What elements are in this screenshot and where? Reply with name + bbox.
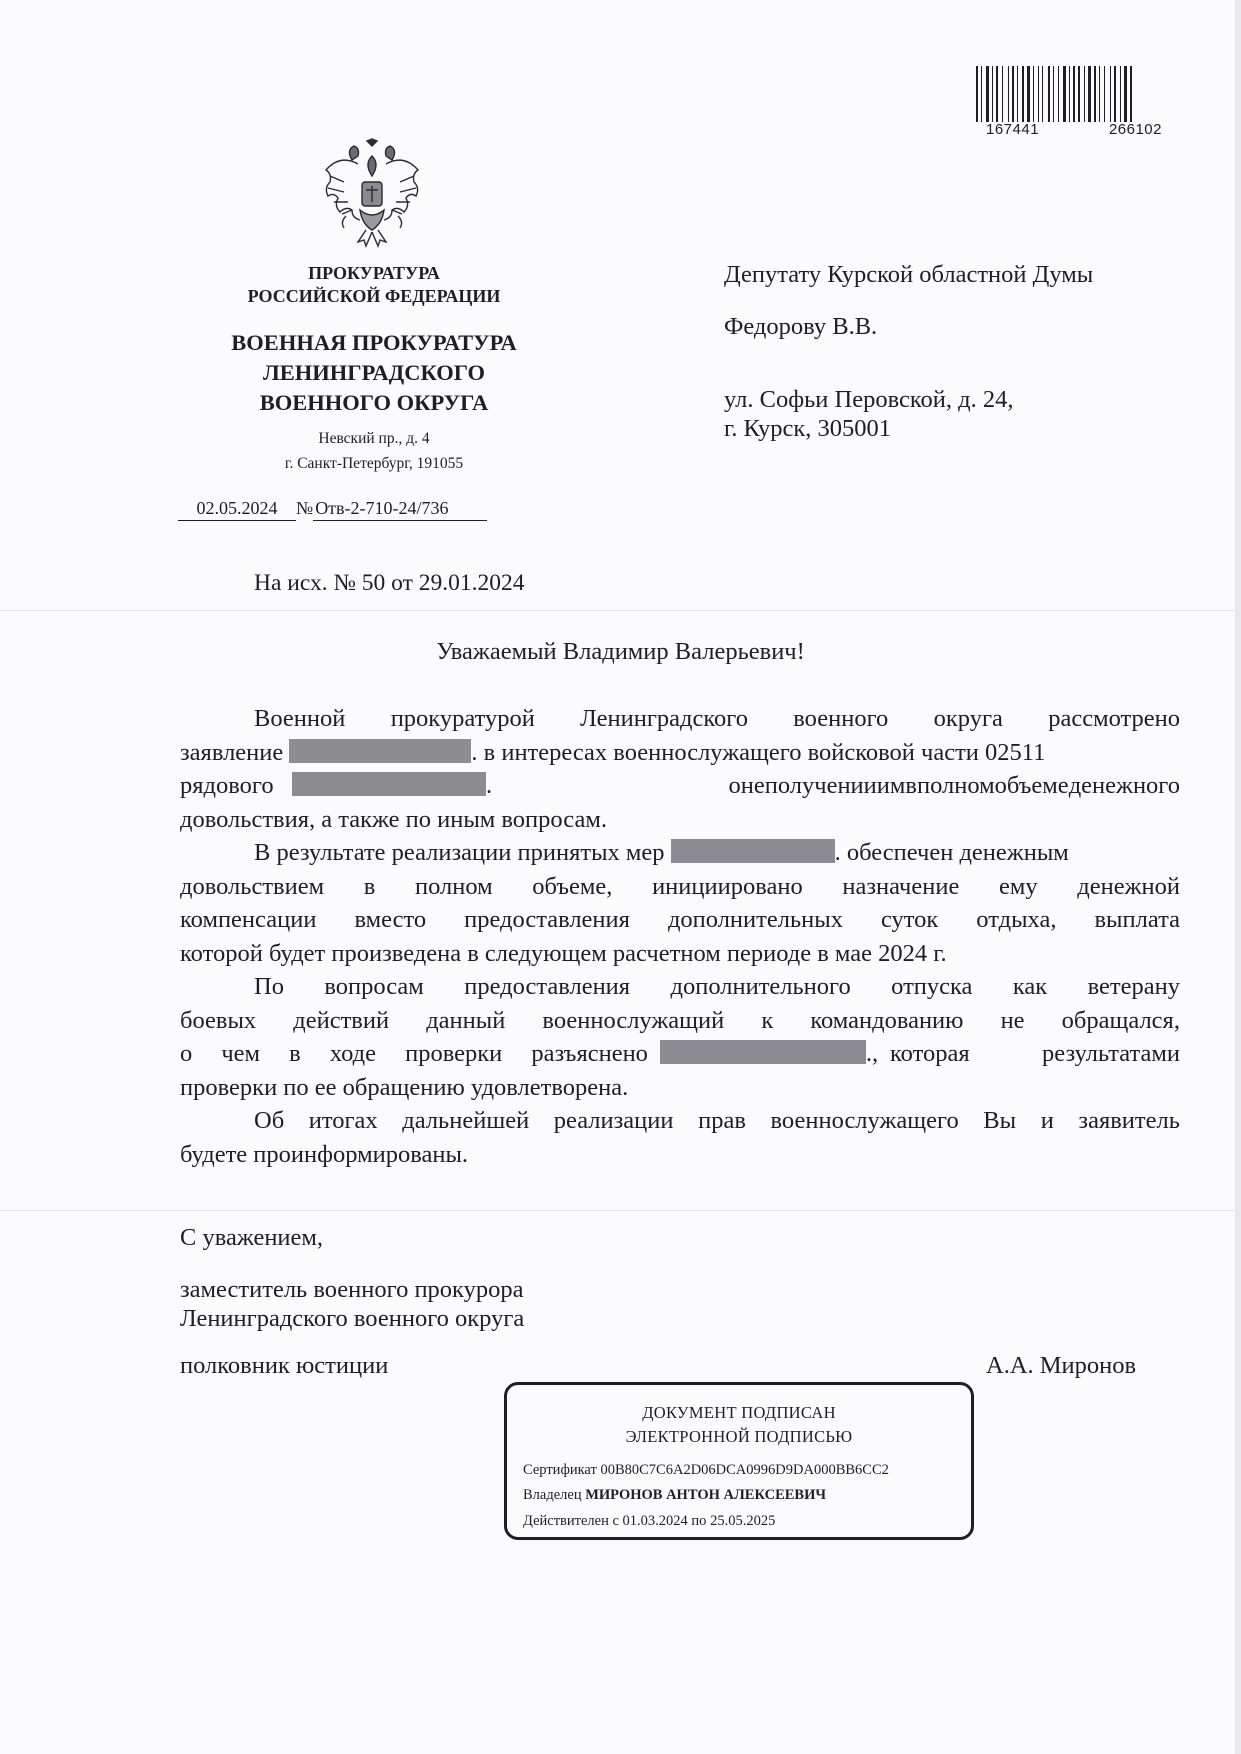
certificate-value: 00B80C7C6A2D06DCA0996D9DA000BB6CC2 — [600, 1462, 889, 1478]
sender-organization — [214, 262, 534, 308]
word: боевых — [180, 1006, 257, 1034]
double-headed-eagle-emblem-icon — [322, 138, 422, 250]
word: командованию — [810, 1006, 964, 1034]
electronic-signature-stamp — [504, 1382, 974, 1540]
word: проверки — [405, 1040, 503, 1067]
word: отпуска — [891, 973, 973, 1000]
word: им — [876, 772, 906, 799]
text-line — [180, 836, 1180, 870]
word: денежного — [1068, 772, 1180, 799]
word: результатами — [1042, 1040, 1180, 1067]
word: компенсации — [180, 906, 317, 933]
word: не — [1000, 1006, 1025, 1034]
word: дополнительных — [667, 906, 843, 933]
signer-position — [180, 1275, 524, 1333]
page-edge — [1235, 0, 1241, 1754]
word: чем — [221, 1040, 261, 1067]
redacted-block — [292, 772, 486, 796]
text-fragment: заявление — [180, 738, 284, 766]
signer-rank: полковник юстиции — [180, 1352, 389, 1379]
sender-unit — [200, 328, 548, 418]
text-line: довольствия, а также по иным вопросам. — [180, 805, 607, 833]
greeting: Уважаемый Владимир Валерьевич! — [436, 638, 805, 665]
valid-to: 25.05.2025 — [710, 1513, 776, 1529]
unit-line: ЛЕНИНГРАДСКОГО — [263, 360, 485, 385]
barcode-icon — [976, 66, 1162, 122]
position-line: заместитель военного прокурора — [180, 1276, 524, 1303]
word: как — [1012, 973, 1048, 1000]
word: о — [728, 772, 741, 799]
word: в — [905, 772, 917, 799]
text-fragment — [729, 769, 1181, 803]
text-line: будете проинформированы. — [180, 1140, 469, 1168]
stamp-certificate — [523, 1462, 889, 1479]
word: полном — [414, 872, 493, 900]
valid-label: Действителен — [523, 1513, 609, 1529]
unit-line: ВОЕННОГО ОКРУГА — [259, 390, 489, 415]
text-fragment — [890, 1037, 1180, 1071]
number-sign: № — [296, 498, 314, 518]
word: прав — [698, 1107, 746, 1134]
word: дальнейшей — [402, 1107, 530, 1134]
text-fragment — [180, 1037, 648, 1071]
outgoing-date: 02.05.2024 — [178, 498, 296, 521]
text-line: которой будет произведена в следующем расчетном периоде в мае 2024 г. — [180, 939, 947, 967]
valid-from: 01.03.2024 — [622, 1513, 688, 1529]
text-line — [180, 903, 1180, 937]
unit-line: ВОЕННАЯ ПРОКУРАТУРА — [231, 330, 517, 355]
word: заявитель — [1078, 1107, 1180, 1134]
word: к — [761, 1006, 774, 1034]
text-fragment: . обеспечен денежным — [834, 839, 1069, 866]
word: округа — [933, 705, 1003, 732]
valid-from-label: с — [612, 1513, 619, 1529]
text-line — [180, 736, 1180, 770]
text-line — [180, 702, 1180, 736]
word: довольствием — [180, 872, 325, 900]
certificate-label: Сертификат — [523, 1462, 597, 1478]
address-line: ул. Софьи Перовской, д. 24, — [724, 386, 1014, 413]
text-line — [180, 870, 1180, 904]
text-fragment: . в интересах военнослужащего войсковой части 02511 — [471, 738, 1046, 766]
word: суток — [880, 906, 939, 933]
word: в — [289, 1040, 301, 1067]
word: отдыха, — [976, 906, 1057, 933]
word: Об — [254, 1107, 285, 1134]
valid-to-label: по — [691, 1513, 707, 1529]
word: неполучении — [740, 772, 877, 799]
word: о — [180, 1040, 193, 1067]
text-line — [180, 970, 1180, 1004]
word: военнослужащий — [542, 1006, 725, 1034]
position-line: Ленинградского военного округа — [180, 1305, 525, 1332]
redacted-block — [660, 1040, 866, 1064]
address-line: г. Курск, 305001 — [724, 415, 892, 442]
word: которая — [890, 1040, 970, 1067]
signer-name: А.А. Миронов — [986, 1352, 1137, 1379]
word: в — [363, 872, 376, 900]
text-fragment: . — [485, 772, 493, 799]
word: Вы — [983, 1107, 1017, 1134]
text-fragment: рядового — [180, 772, 274, 799]
text-line — [180, 769, 1180, 803]
address-line: Невский пр., д. 4 — [318, 430, 430, 447]
word: предоставления — [464, 973, 631, 1000]
word: выплата — [1094, 906, 1180, 933]
word: полном — [916, 772, 995, 799]
word: Ленинградского — [580, 705, 748, 732]
word: военнослужащего — [770, 1107, 959, 1134]
word: военного — [793, 705, 889, 732]
barcode-numbers — [986, 121, 1162, 138]
reference-line: На исх. № 50 от 29.01.2024 — [254, 570, 525, 596]
word: Военной — [254, 705, 346, 732]
word: данный — [426, 1006, 506, 1034]
word: вопросам — [324, 973, 424, 1000]
word: разъяснено — [531, 1040, 648, 1067]
text-line — [180, 1004, 1180, 1038]
word: реализации — [553, 1107, 674, 1134]
word: итогах — [308, 1107, 378, 1134]
stamp-title-line: ДОКУМЕНТ ПОДПИСАН — [642, 1403, 836, 1422]
owner-value: МИРОНОВ АНТОН АЛЕКСЕЕВИЧ — [585, 1487, 827, 1503]
word: ветерану — [1087, 973, 1180, 1000]
closing-regards: С уважением, — [180, 1224, 324, 1251]
word: действий — [293, 1006, 390, 1034]
word: дополнительного — [670, 973, 851, 1000]
sender-address — [214, 426, 534, 476]
barcode-right-number: 266102 — [1108, 121, 1162, 138]
stamp-owner — [523, 1487, 826, 1504]
paper-fold-line — [0, 610, 1241, 611]
word: ходе — [329, 1040, 377, 1067]
address-line: г. Санкт-Петербург, 191055 — [284, 455, 464, 472]
redacted-block — [289, 739, 471, 763]
recipient-name: Федорову В.В. — [724, 313, 878, 340]
text-line: проверки по ее обращению удовлетворена. — [180, 1073, 629, 1101]
paper-fold-line — [0, 1210, 1241, 1211]
stamp-validity — [523, 1513, 775, 1530]
word: назначение — [842, 872, 960, 900]
word: денежной — [1077, 872, 1180, 900]
word: объеме — [994, 772, 1069, 799]
text-fragment: ., — [865, 1040, 879, 1067]
word: предоставления — [464, 906, 630, 933]
word: и — [1040, 1107, 1054, 1134]
word: вместо — [354, 906, 427, 933]
org-line: ПРОКУРАТУРА — [308, 263, 440, 283]
word: инициировано — [652, 872, 803, 900]
stamp-title-line: ЭЛЕКТРОННОЙ ПОДПИСЬЮ — [625, 1427, 853, 1446]
word: По — [254, 973, 284, 1000]
word: ему — [998, 872, 1038, 900]
recipient-title: Депутату Курской областной Думы — [724, 261, 1094, 288]
org-line: РОССИЙСКОЙ ФЕДЕРАЦИИ — [247, 286, 501, 306]
barcode-left-number: 167441 — [986, 121, 1040, 138]
registration-line — [178, 498, 487, 521]
text-line — [180, 1037, 1180, 1071]
word: рассмотрено — [1048, 705, 1180, 732]
outgoing-number: Отв-2-710-24/736 — [313, 498, 487, 521]
stamp-title — [507, 1401, 971, 1449]
text-line — [180, 1104, 1180, 1138]
letter-body — [180, 702, 1180, 1171]
redacted-block — [671, 839, 835, 863]
text-fragment: В результате реализации принятых мер — [254, 839, 665, 866]
owner-label: Владелец — [523, 1487, 582, 1503]
recipient-address — [724, 385, 1014, 443]
word: прокуратурой — [390, 705, 535, 732]
word: обращался, — [1061, 1006, 1180, 1034]
word: объеме, — [532, 872, 613, 900]
